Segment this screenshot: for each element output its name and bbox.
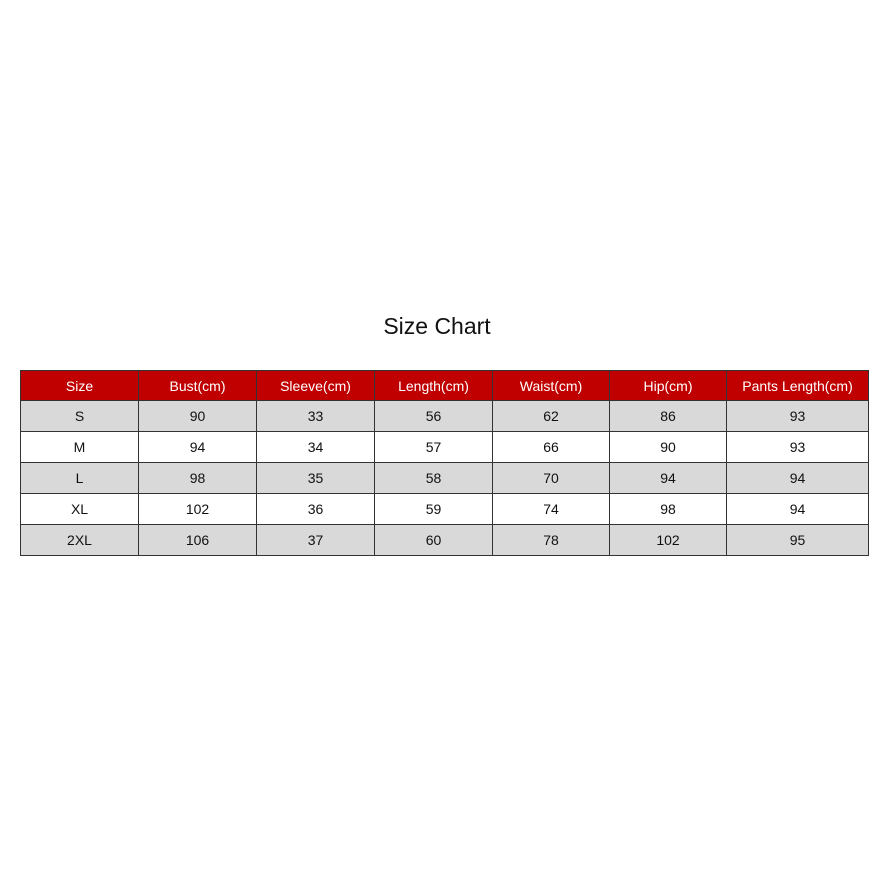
cell-hip: 90 [610,432,727,463]
header-bust: Bust(cm) [139,371,257,401]
header-waist: Waist(cm) [493,371,610,401]
table-row [21,525,869,556]
cell-sleeve: 37 [257,525,375,556]
cell-size: XL [21,494,139,525]
table-row [21,494,869,525]
cell-sleeve: 36 [257,494,375,525]
cell-size: M [21,432,139,463]
cell-bust: 98 [139,463,257,494]
cell-size: S [21,401,139,432]
size-table [20,370,869,556]
header-pants-length: Pants Length(cm) [727,371,869,401]
header-sleeve: Sleeve(cm) [257,371,375,401]
header-size: Size [21,371,139,401]
cell-bust: 102 [139,494,257,525]
cell-waist: 70 [493,463,610,494]
cell-bust: 94 [139,432,257,463]
cell-sleeve: 33 [257,401,375,432]
cell-pants-length: 94 [727,494,869,525]
cell-length: 59 [375,494,493,525]
cell-pants-length: 94 [727,463,869,494]
header-length: Length(cm) [375,371,493,401]
cell-pants-length: 95 [727,525,869,556]
cell-size: L [21,463,139,494]
page-title: Size Chart [383,313,491,339]
table-row [21,463,869,494]
cell-hip: 94 [610,463,727,494]
cell-sleeve: 35 [257,463,375,494]
cell-waist: 74 [493,494,610,525]
cell-size: 2XL [21,525,139,556]
cell-hip: 86 [610,401,727,432]
cell-hip: 98 [610,494,727,525]
cell-waist: 78 [493,525,610,556]
cell-pants-length: 93 [727,401,869,432]
cell-length: 57 [375,432,493,463]
cell-length: 58 [375,463,493,494]
cell-length: 60 [375,525,493,556]
cell-waist: 66 [493,432,610,463]
cell-pants-length: 93 [727,432,869,463]
cell-bust: 106 [139,525,257,556]
header-hip: Hip(cm) [610,371,727,401]
table-row [21,401,869,432]
cell-length: 56 [375,401,493,432]
cell-waist: 62 [493,401,610,432]
cell-sleeve: 34 [257,432,375,463]
cell-bust: 90 [139,401,257,432]
table-row [21,432,869,463]
cell-hip: 102 [610,525,727,556]
table-header-row [21,371,869,401]
